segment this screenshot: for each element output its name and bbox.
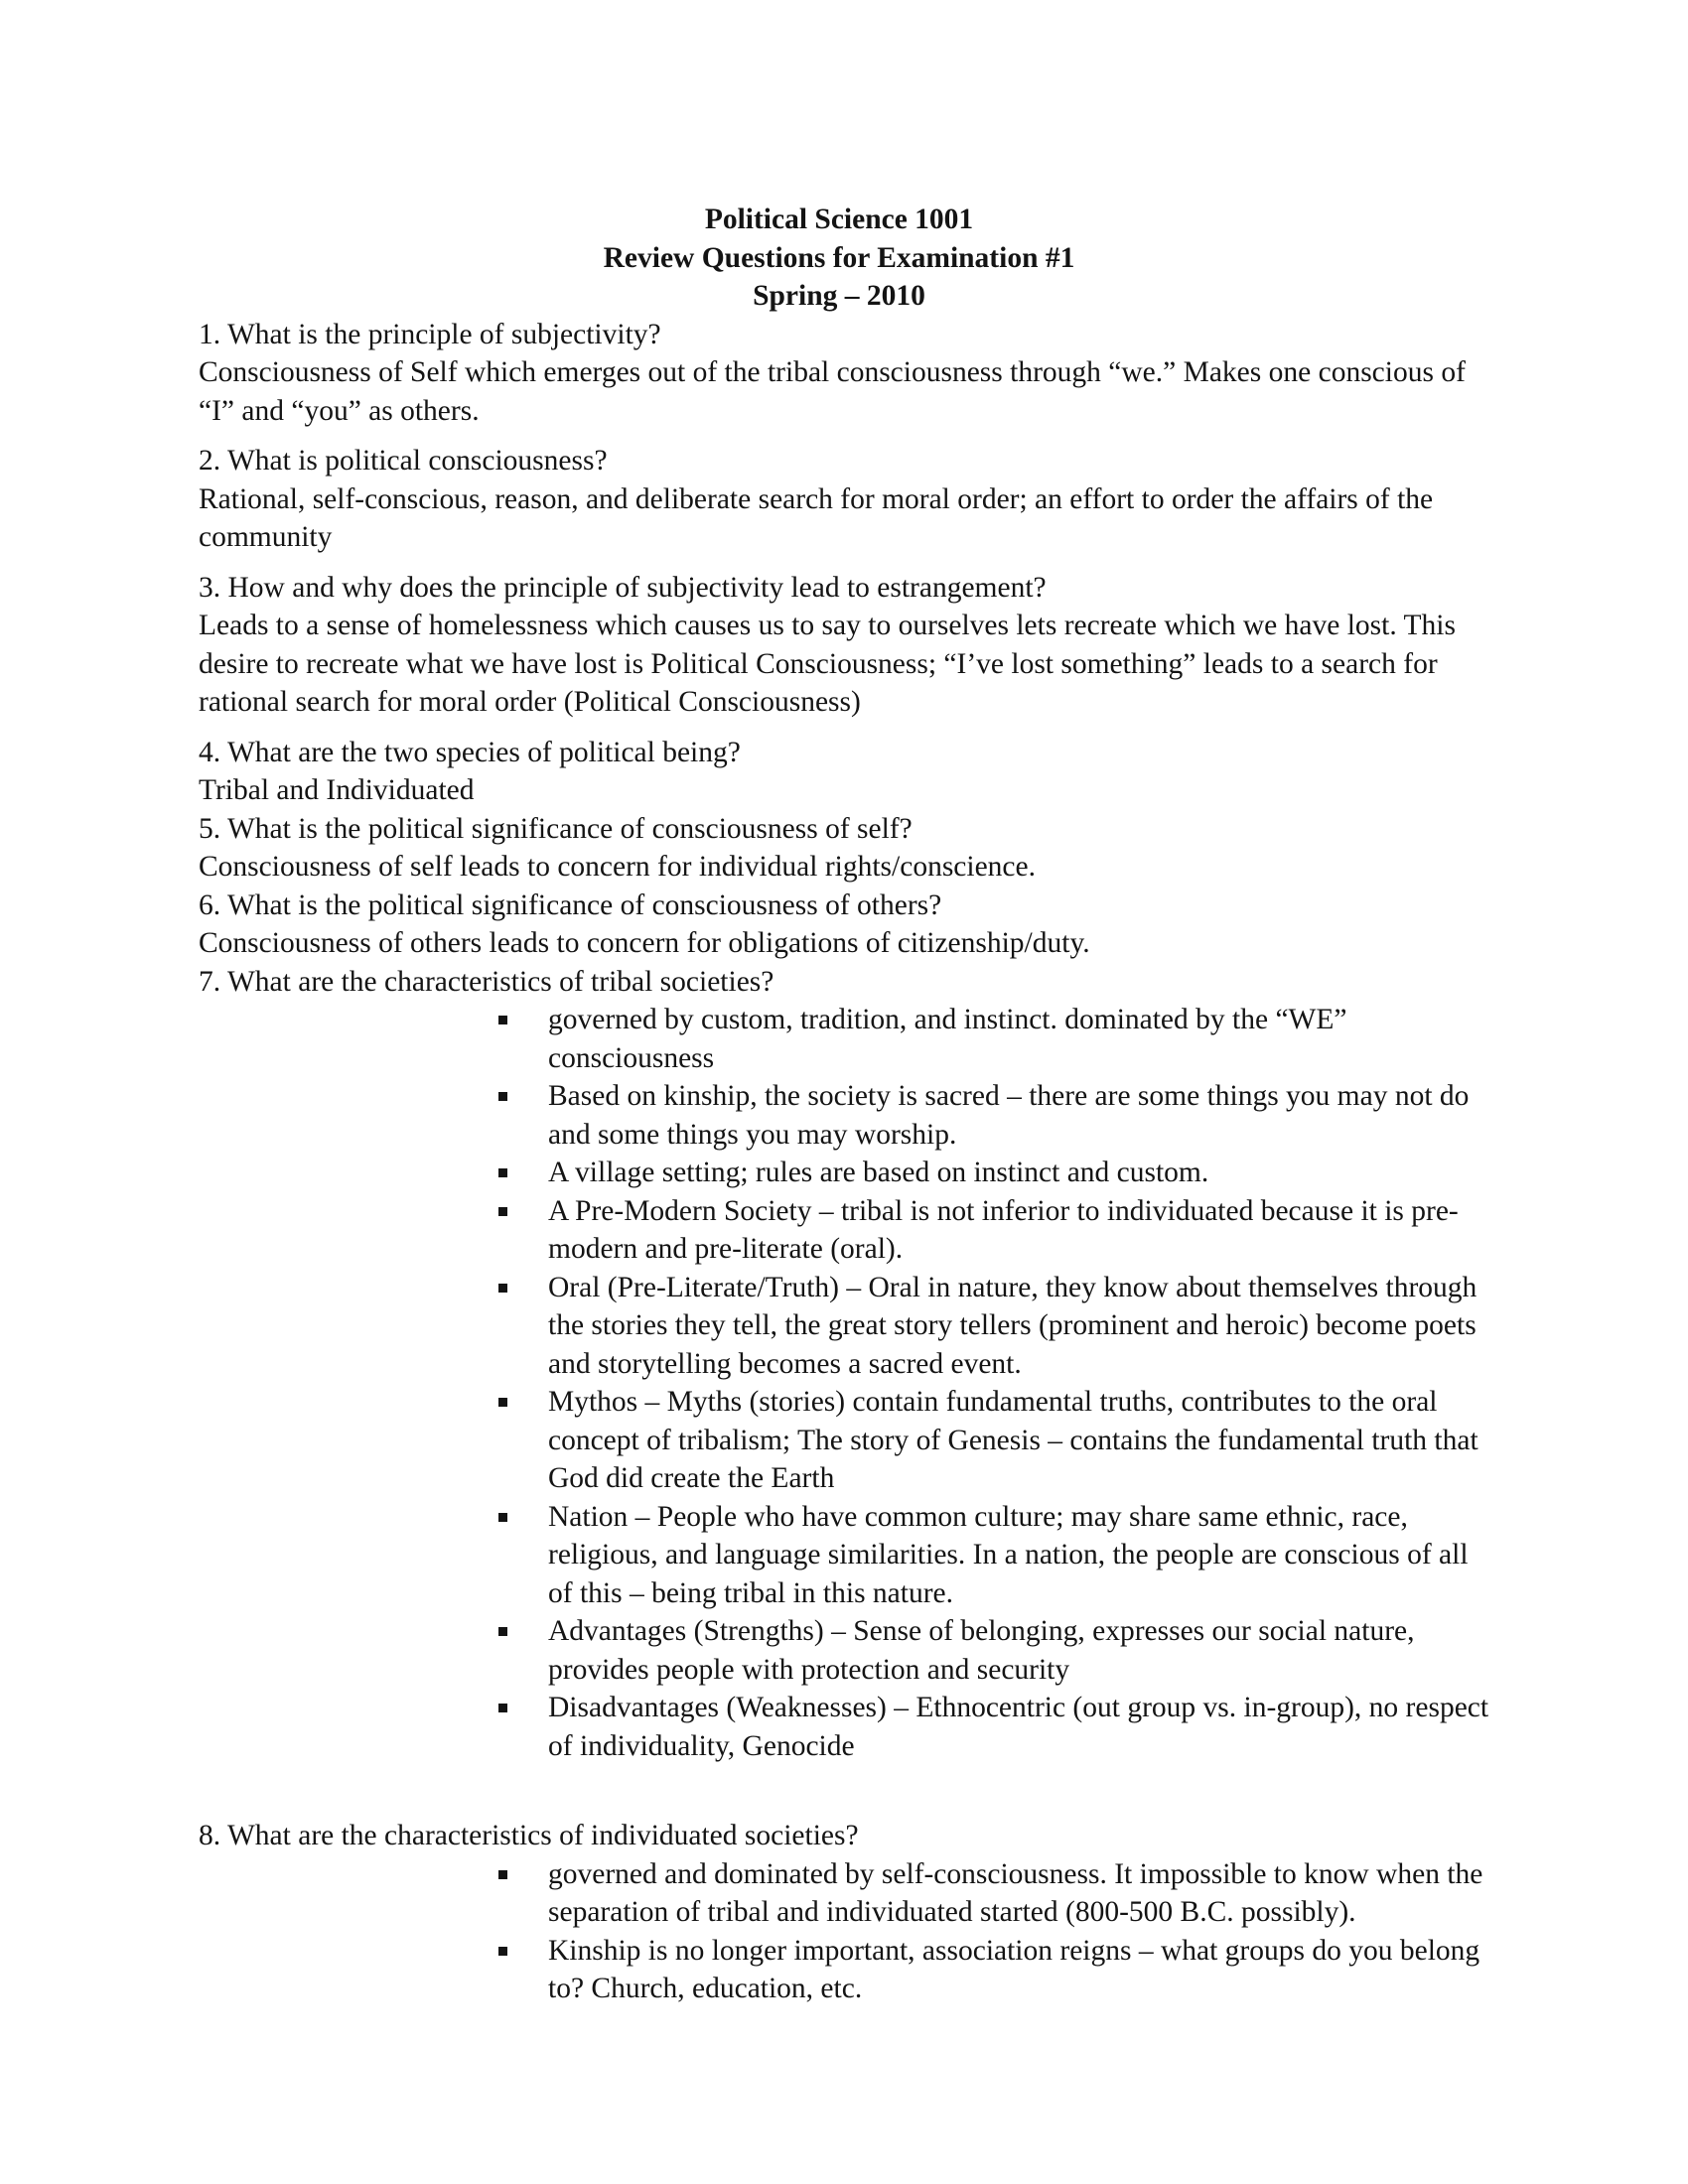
question-text: 8. What are the characteristics of individuated societies?: [199, 1820, 859, 1851]
question-block: [199, 810, 1499, 887]
course-title: Political Science 1001: [704, 204, 974, 235]
question-block: [199, 569, 1499, 722]
list-item: [496, 1689, 1489, 1765]
list-item-text: Advantages (Strengths) – Sense of belonging, expresses our social nature, provides people with protection and security: [548, 1615, 1415, 1686]
list-item: [496, 1192, 1489, 1269]
bullet-icon: [498, 1016, 507, 1024]
list-item-text: Mythos – Myths (stories) contain fundamental truths, contributes to the oral concept of tribalism; The story of Genesis – contains the fundamental truth that God did create the Earth: [548, 1386, 1478, 1494]
bullet-icon: [498, 1947, 507, 1956]
question-text: 5. What is the political significance of consciousness of self?: [199, 812, 913, 845]
question-block: [199, 963, 1499, 1766]
term-label: Spring – 2010: [753, 280, 925, 312]
document-header: [189, 201, 1489, 316]
bullet-icon: [498, 1168, 507, 1177]
list-item: [496, 1932, 1489, 2008]
bullet-list: [496, 1855, 1489, 2008]
list-item-text: Oral (Pre-Literate/Truth) – Oral in nature, they know about themselves through the stories they tell, the great story tellers (prominent and heroic) become poets and storytelling becomes a sacred event.: [548, 1271, 1477, 1380]
list-item: [496, 1498, 1489, 1613]
answer-text: Rational, self-conscious, reason, and deliberate search for moral order; an effort to order the affairs of the community: [199, 482, 1434, 553]
list-item-text: Kinship is no longer important, association reigns – what groups do you belong to? Church, education, etc.: [548, 1934, 1480, 2004]
document-page: [199, 201, 1499, 2008]
bullet-icon: [498, 1870, 507, 1879]
answer-text: Consciousness of Self which emerges out of the tribal consciousness through “we.” Makes one conscious of “I” and “you” as others.: [199, 356, 1466, 427]
question-block: [199, 1817, 1499, 2008]
list-item: [496, 1077, 1489, 1154]
list-item-text: Based on kinship, the society is sacred – there are some things you may not do and some things you may worship.: [548, 1080, 1470, 1151]
list-item-text: Disadvantages (Weaknesses) – Ethnocentric (out group vs. in-group), no respect of individuality, Genocide: [548, 1692, 1489, 1762]
bullet-icon: [498, 1704, 507, 1712]
question-text: 4. What are the two species of political being?: [199, 736, 741, 768]
question-text: 3. How and why does the principle of subjectivity lead to estrangement?: [199, 571, 1047, 604]
list-item: [496, 1383, 1489, 1498]
list-item: [496, 1154, 1489, 1192]
bullet-icon: [498, 1207, 507, 1216]
question-block: [199, 887, 1499, 963]
question-block: [199, 316, 1499, 431]
list-item-text: A Pre-Modern Society – tribal is not inferior to individuated because it is pre-modern and pre-literate (oral).: [548, 1194, 1459, 1265]
list-item: [496, 1612, 1489, 1689]
list-item-text: Nation – People who have common culture; may share same ethnic, race, religious, and language similarities. In a nation, the people are conscious of all of this – being tribal in this nature.: [548, 1500, 1469, 1609]
question-text: 7. What are the characteristics of tribal societies?: [199, 965, 774, 998]
bullet-icon: [498, 1398, 507, 1407]
document-subtitle: Review Questions for Examination #1: [603, 241, 1075, 274]
list-item: [496, 1269, 1489, 1384]
bullet-icon: [498, 1513, 507, 1522]
answer-text: Consciousness of self leads to concern for individual rights/conscience.: [199, 851, 1036, 883]
bullet-list: [496, 1001, 1489, 1765]
bullet-icon: [498, 1092, 507, 1101]
list-item: [496, 1855, 1489, 1932]
question-text: 2. What is political consciousness?: [199, 445, 608, 477]
question-block: [199, 734, 1499, 810]
list-item-text: governed by custom, tradition, and instinct. dominated by the “WE” consciousness: [548, 1004, 1347, 1074]
question-text: 6. What is the political significance of consciousness of others?: [199, 888, 942, 921]
list-item-text: governed and dominated by self-consciousness. It impossible to know when the separation of tribal and individuated started (800-500 B.C. possibly).: [548, 1857, 1483, 1928]
bullet-icon: [498, 1627, 507, 1636]
list-item: [496, 1001, 1489, 1077]
question-text: 1. What is the principle of subjectivity?: [199, 318, 661, 350]
answer-text: Tribal and Individuated: [199, 774, 475, 806]
answer-text: Consciousness of others leads to concern for obligations of citizenship/duty.: [199, 927, 1090, 959]
question-block: [199, 442, 1499, 557]
list-item-text: A village setting; rules are based on instinct and custom.: [548, 1157, 1209, 1188]
answer-text: Leads to a sense of homelessness which causes us to say to ourselves lets recreate which we have lost. This desire to recreate what we have lost is Political Consciousness; “I’ve lost something” leads to a search for rational search for moral order (Political Consciousness): [199, 610, 1456, 718]
bullet-icon: [498, 1284, 507, 1293]
